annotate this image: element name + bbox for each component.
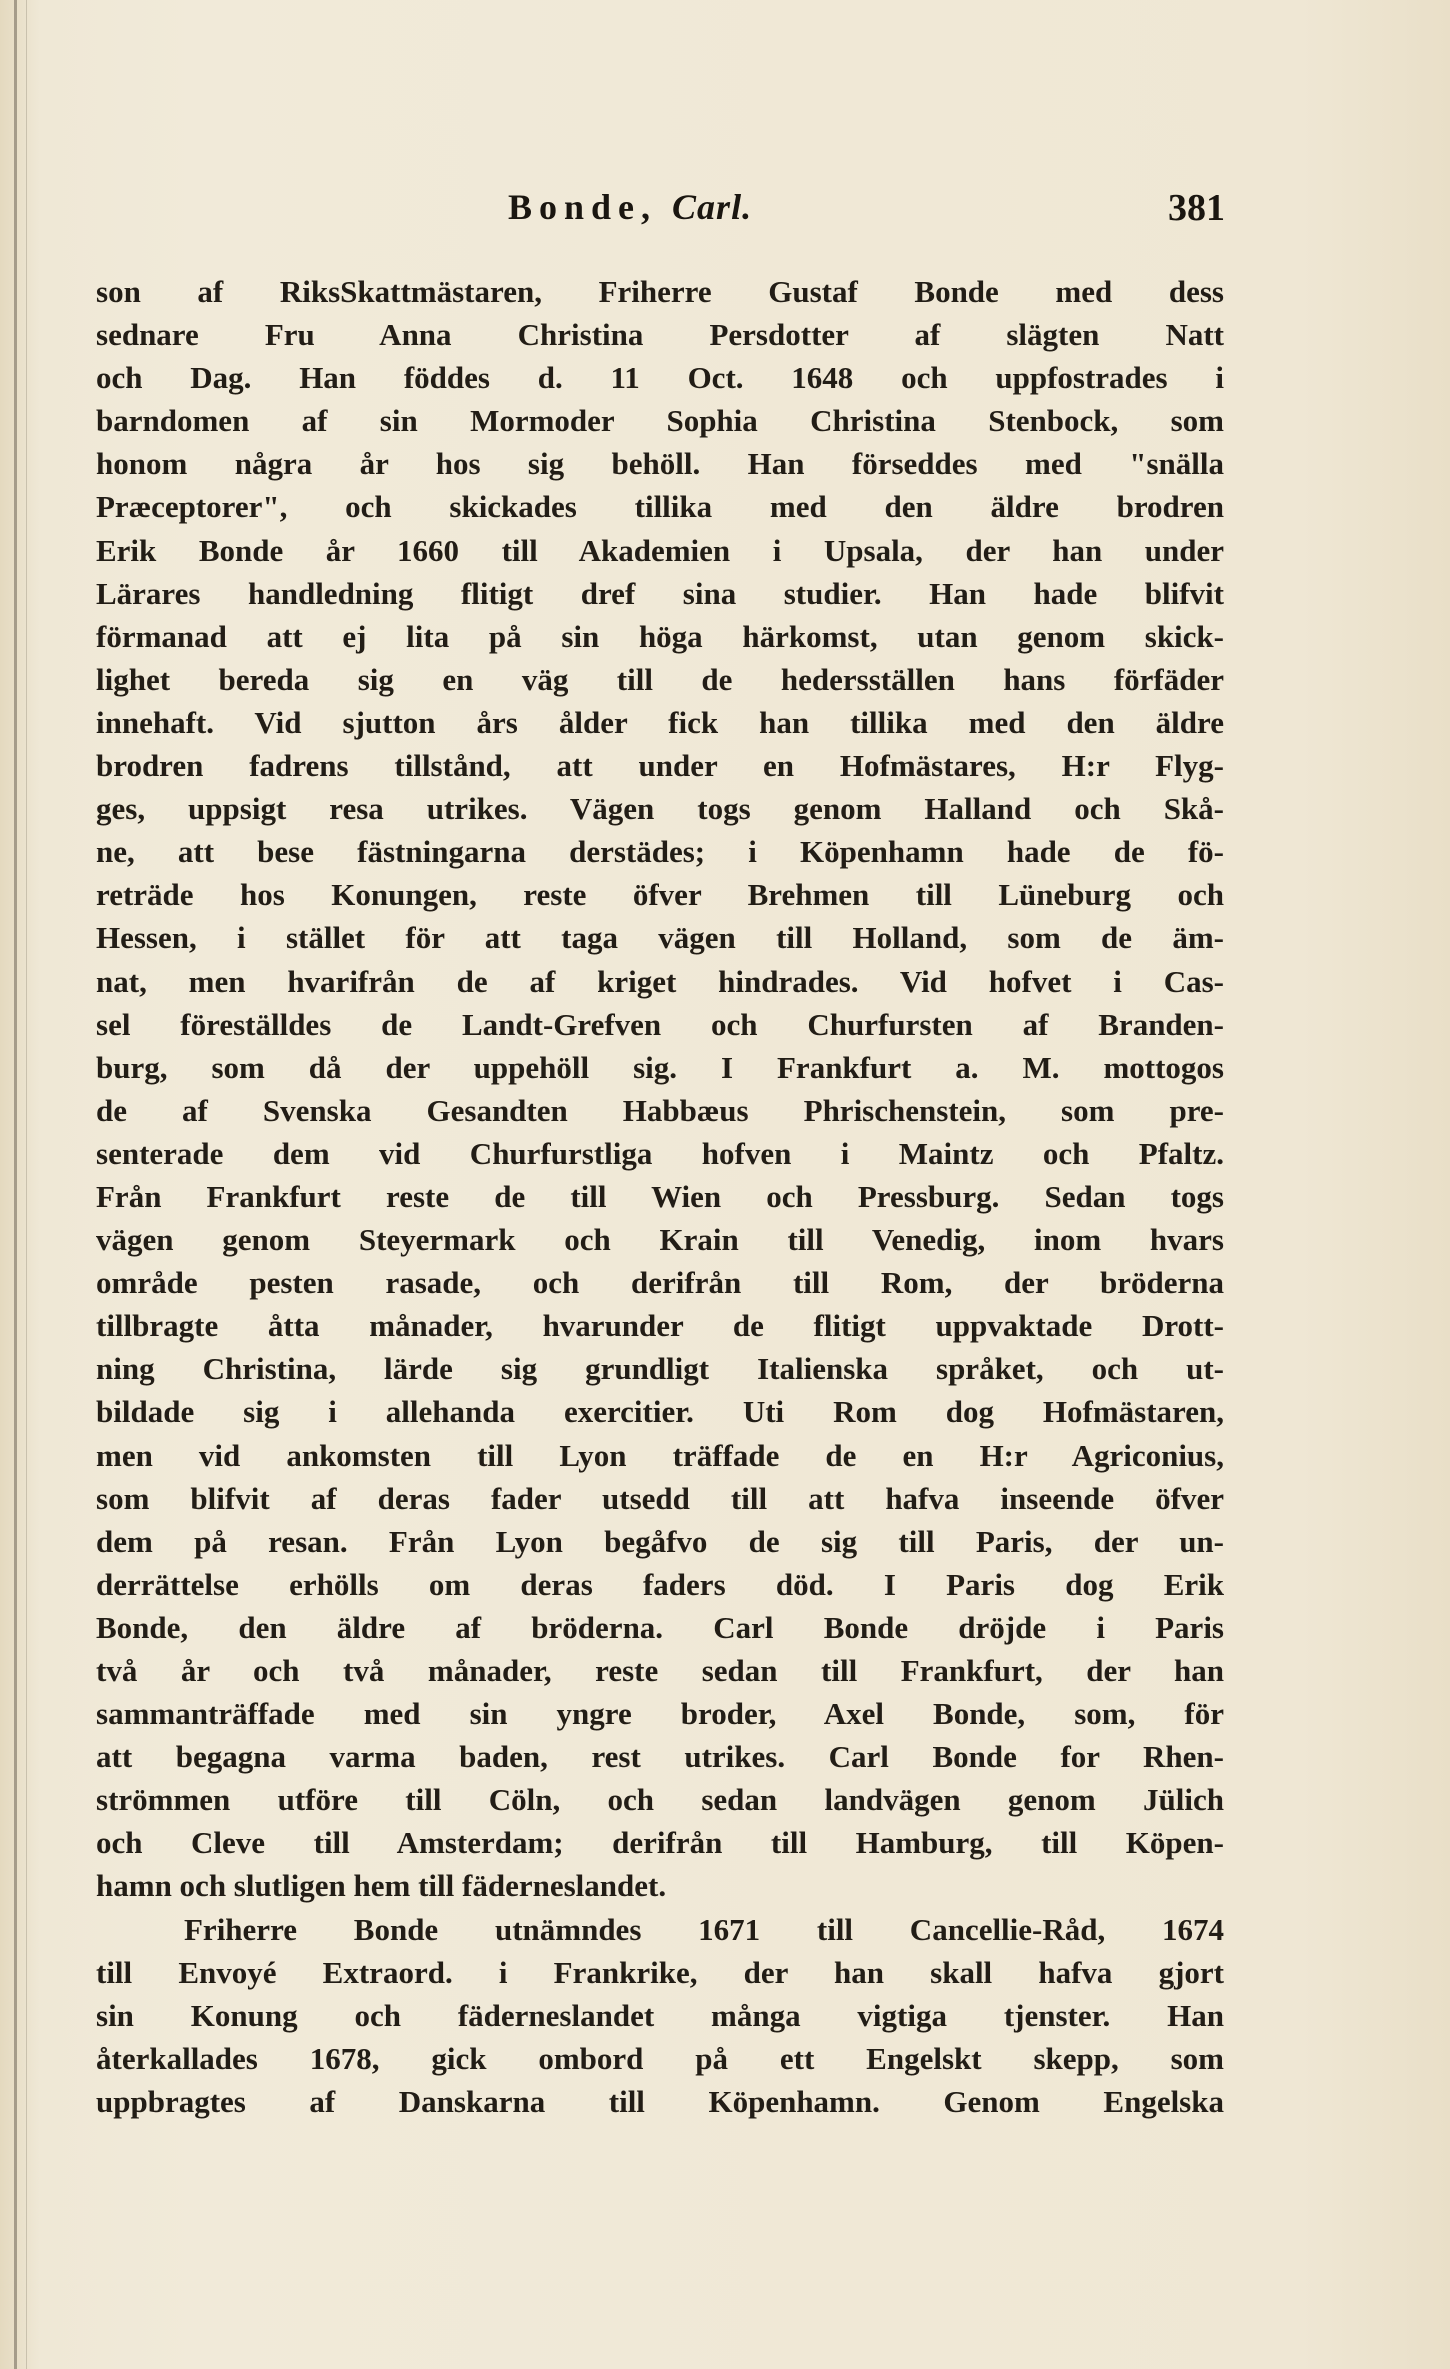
text-line: två år och två månader, reste sedan till Frankfurt, der han (96, 1653, 1224, 1688)
text-line: derrättelse erhölls om deras faders död. I Paris dog Erik (96, 1566, 1224, 1602)
running-head-given-name: Carl. (672, 187, 753, 227)
text-line: och Dag. Han föddes d. 11 Oct. 1648 och uppfostrades i (96, 360, 1224, 396)
text-line: sammanträffade med sin yngre broder, Axel Bonde, som, för (96, 1696, 1224, 1732)
text-line: brodren fadrens tillstånd, att under en Hofmästares, H:r Flyg- (96, 748, 1224, 784)
text-line: Hessen, i stället för att taga vägen till Holland, som de äm- (96, 920, 1224, 956)
running-head (508, 186, 752, 228)
text-line: innehaft. Vid sjutton års ålder fick han tillika med den äldre (96, 704, 1224, 740)
text-line: strömmen utföre till Cöln, och sedan landvägen genom Jülich (96, 1782, 1224, 1818)
text-line: och Cleve till Amsterdam; derifrån till Hamburg, till Köpen- (96, 1825, 1224, 1861)
text-line: ne, att bese fästningarna derstädes; i Köpenhamn hade de fö- (96, 834, 1224, 870)
text-line: ning Christina, lärde sig grundligt Italienska språket, och ut- (96, 1351, 1224, 1387)
text-line: de af Svenska Gesandten Habbæus Phrischenstein, som pre- (96, 1092, 1224, 1128)
text-line: barndomen af sin Mormoder Sophia Christina Stenbock, som (96, 403, 1224, 439)
text-line: dem på resan. Från Lyon begåfvo de sig till Paris, der un- (96, 1523, 1224, 1559)
paragraph-end-line: hamn och slutligen hem till fäderneslandet. (96, 1868, 667, 1904)
text-line: honom några år hos sig behöll. Han förseddes med "snälla (96, 446, 1224, 482)
text-line: att begagna varma baden, rest utrikes. Carl Bonde for Rhen- (96, 1739, 1224, 1775)
text-line: reträde hos Konungen, reste öfver Brehmen till Lüneburg och (96, 877, 1224, 913)
body-text (96, 270, 1224, 2123)
text-line: tillbragte åtta månader, hvarunder de flitigt uppvaktade Drott- (96, 1308, 1224, 1344)
text-line: område pesten rasade, och derifrån till Rom, der bröderna (96, 1265, 1224, 1301)
text-line: sednare Fru Anna Christina Persdotter af slägten Natt (96, 317, 1224, 353)
text-line: senterade dem vid Churfurstliga hofven i Maintz och Pfaltz. (96, 1135, 1224, 1171)
text-line: vägen genom Steyermark och Krain till Venedig, inom hvars (96, 1222, 1224, 1258)
text-line: uppbragtes af Danskarna till Köpenhamn. Genom Engelska (96, 2083, 1224, 2119)
paragraph-start-line: Friherre Bonde utnämndes 1671 till Cancellie-Råd, 1674 (184, 1911, 1224, 1947)
text-line: Erik Bonde år 1660 till Akademien i Upsala, der han under (96, 532, 1224, 568)
text-line: sin Konung och fäderneslandet många vigtiga tjenster. Han (96, 1997, 1224, 2033)
page-number: 381 (1168, 187, 1225, 229)
text-line: Bonde, den äldre af bröderna. Carl Bonde dröjde i Paris (96, 1609, 1224, 1645)
text-line: burg, som då der uppehöll sig. I Frankfurt a. M. mottogos (96, 1049, 1224, 1085)
text-line: till Envoyé Extraord. i Frankrike, der han skall hafva gjort (96, 1954, 1224, 1990)
text-line: sel föreställdes de Landt-Grefven och Churfursten af Branden- (96, 1006, 1224, 1042)
text-line: återkallades 1678, gick ombord på ett Engelskt skepp, som (96, 2040, 1224, 2076)
text-line: Från Frankfurt reste de till Wien och Pressburg. Sedan togs (96, 1178, 1224, 1214)
text-line: Præceptorer", och skickades tillika med den äldre brodren (96, 489, 1224, 525)
binding-edge-inner (26, 0, 27, 2369)
running-head-separator: , (641, 187, 651, 227)
text-line: förmanad att ej lita på sin höga härkomst, utan genom skick- (96, 618, 1224, 654)
page-header (0, 178, 1450, 238)
text-line: Lärares handledning flitigt dref sina studier. Han hade blifvit (96, 575, 1224, 611)
text-line: lighet bereda sig en väg till de hedersställen hans förfäder (96, 661, 1224, 697)
text-line: bildade sig i allehanda exercitier. Uti Rom dog Hofmästaren, (96, 1394, 1224, 1430)
text-line: son af RiksSkattmästaren, Friherre Gustaf Bonde med dess (96, 274, 1224, 309)
text-line: som blifvit af deras fader utsedd till att hafva inseende öfver (96, 1480, 1224, 1516)
text-line: men vid ankomsten till Lyon träffade de en H:r Agriconius, (96, 1437, 1224, 1473)
text-line: nat, men hvarifrån de af kriget hindrades. Vid hofvet i Cas- (96, 963, 1224, 999)
running-head-name: Bonde (508, 187, 642, 227)
binding-edge (14, 0, 17, 2369)
text-line: ges, uppsigt resa utrikes. Vägen togs genom Halland och Skå- (96, 791, 1224, 827)
